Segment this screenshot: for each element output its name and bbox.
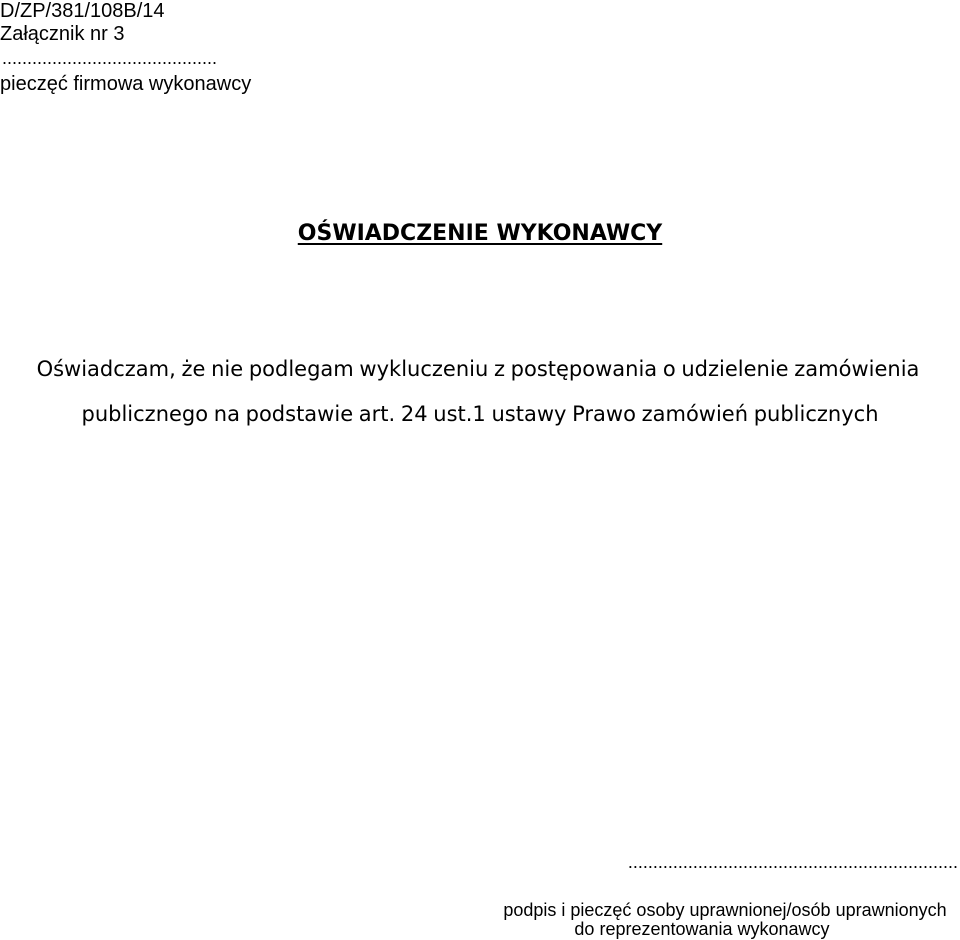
company-stamp-label: pieczęć firmowa wykonawcy xyxy=(0,73,252,95)
statement-line-1: Oświadczam, że nie podlegam wykluczeniu z postępowania o udzielenie zamówienia xyxy=(36,357,920,381)
document-title: OŚWIADCZENIE WYKONAWCY xyxy=(297,221,663,246)
signature-label-line-1: podpis i pieczęć osoby uprawnionej/osób uprawnionych xyxy=(503,900,947,920)
statement-line-2: publicznego na podstawie art. 24 ust.1 ustawy Prawo zamówień publicznych xyxy=(81,402,879,426)
company-stamp-placeholder: ........................................... xyxy=(2,48,218,68)
document-reference: D/ZP/381/108B/14 xyxy=(0,0,165,22)
signature-placeholder: .................................................................. xyxy=(627,852,958,872)
attachment-number: Załącznik nr 3 xyxy=(0,23,125,45)
signature-label-line-2: do reprezentowania wykonawcy xyxy=(574,919,830,939)
